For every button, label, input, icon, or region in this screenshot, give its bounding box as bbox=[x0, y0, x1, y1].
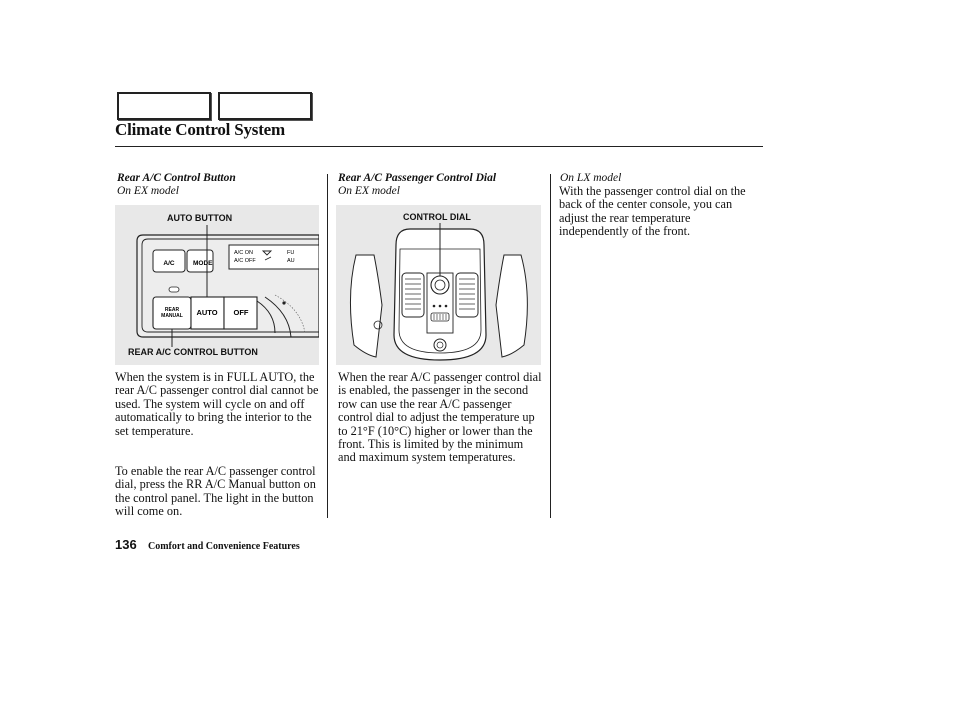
col3-subheading: On LX model bbox=[560, 172, 622, 184]
page-number: 136 bbox=[115, 537, 137, 552]
col2-subheading: On EX model bbox=[338, 185, 400, 197]
page-title: Climate Control System bbox=[115, 120, 285, 139]
control-panel-illustration bbox=[115, 205, 319, 365]
console-illustration bbox=[336, 205, 541, 365]
col2-heading: Rear A/C Passenger Control Dial bbox=[338, 172, 497, 184]
control-dial-callout: CONTROL DIAL bbox=[403, 212, 471, 222]
auto-button-label: AUTO bbox=[196, 308, 218, 317]
display-au: AU bbox=[287, 258, 295, 264]
rear-button-line2: MANUAL bbox=[161, 313, 183, 319]
rear-console-control-dial-figure bbox=[336, 205, 541, 365]
nav-button-next[interactable] bbox=[218, 92, 312, 120]
col1-heading: Rear A/C Control Button bbox=[117, 172, 236, 184]
mode-button-label: MODE bbox=[193, 260, 213, 267]
display-line1: A/C ON bbox=[234, 250, 253, 256]
col3-paragraph-1: With the passenger control dial on the back of the center console, you can adjust the rear temperature independently of the front. bbox=[559, 184, 746, 239]
rear-ac-control-panel-figure bbox=[115, 205, 319, 365]
auto-button-callout: AUTO BUTTON bbox=[167, 213, 233, 223]
column-divider-1 bbox=[327, 174, 328, 518]
title-rule bbox=[115, 146, 763, 147]
col2-paragraph-1: When the rear A/C passenger control dial is enabled, the passenger in the second row can use the rear A/C passenger control dial to adjust the temperature up to 21°F (10°C) higher or lower than the front. This is limited by the minimum and maximum system temperatures. bbox=[338, 370, 542, 465]
section-name: Comfort and Convenience Features bbox=[148, 541, 300, 552]
col1-paragraph-2: To enable the rear A/C passenger control dial, press the RR A/C Manual button on the control panel. The light in the button will come on. bbox=[115, 464, 316, 519]
display-line2: A/C OFF bbox=[234, 258, 256, 264]
col1-paragraph-1: When the system is in FULL AUTO, the rear A/C passenger control dial cannot be used. The system will cycle on and off automatically to bring the interior to the set temperature. bbox=[115, 370, 319, 438]
display-fu: FU bbox=[287, 250, 295, 256]
column-divider-2 bbox=[550, 174, 551, 518]
rear-button-line1: REAR bbox=[164, 307, 180, 313]
col1-subheading: On EX model bbox=[117, 185, 179, 197]
ac-button-label: A/C bbox=[163, 260, 175, 267]
nav-button-prev[interactable] bbox=[117, 92, 211, 120]
rear-ac-button-callout: REAR A/C CONTROL BUTTON bbox=[128, 347, 258, 357]
off-button-label: OFF bbox=[233, 308, 249, 317]
